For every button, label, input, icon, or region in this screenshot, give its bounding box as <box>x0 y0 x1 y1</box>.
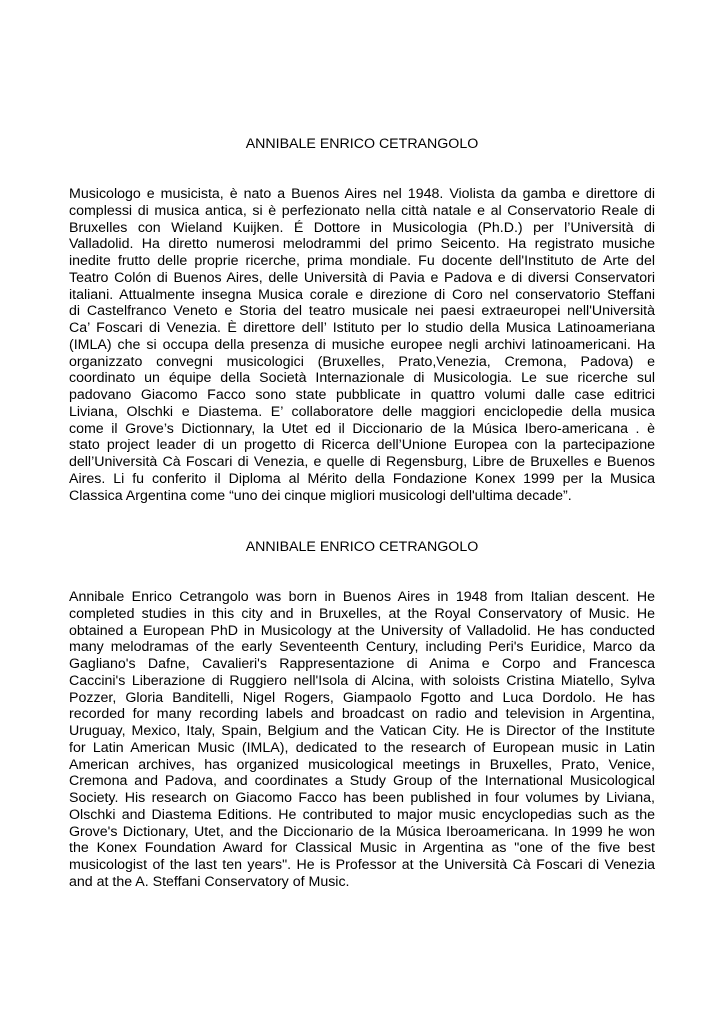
text-line: Olschki and Diastema Editions. He contributed to major music encyclopedias such as the <box>69 806 655 823</box>
text-line: Liviana, Olschki e Diastema. E’ collaboratore delle maggiori enciclopedie della musica <box>69 403 655 420</box>
text-line: di Castelfranco Veneto e Storia del teatro musicale nei paesi extraeuropei nell'Università <box>69 303 655 320</box>
text-line: the Konex Foundation Award for Classical Music in Argentina as "one of the five best <box>69 840 655 857</box>
text-line: Musicologo e musicista, è nato a Buenos Aires nel 1948. Violista da gamba e direttore di <box>69 186 655 202</box>
heading-english: ANNIBALE ENRICO CETRANGOLO <box>245 539 479 555</box>
text-line: Grove's Dictionary, Utet, and the Diccionario de la Música Iberoamericana. In 1999 he won <box>69 823 655 840</box>
text-line: Ca’ Foscari di Venezia. È direttore dell’ Istituto per lo studio della Musica Latinoameriana <box>69 320 655 336</box>
text-line: Aires. Li fu conferito il Diploma al Mérito della Fondazione Konex 1999 per la Musica <box>69 470 655 487</box>
text-line: completed studies in this city and in Bruxelles, at the Royal Conservatory of Music. He <box>69 605 655 622</box>
text-line: Cremona and Padova, and coordinates a Study Group of the International Musicological <box>69 773 655 790</box>
text-line: stato project leader di un progetto di Ricerca dell’Unione Europea con la partecipazione <box>69 437 655 454</box>
text-line: Caccini's Liberazione di Ruggiero nell'Isola di Alcina, with soloists Cristina Miatello, Sylva <box>69 672 655 689</box>
text-line: come il Grove’s Dictionnary, la Utet ed il Diccionario de la Música Ibero-americana . è <box>69 420 655 437</box>
text-line: Teatro Colón di Buenos Aires, delle Università di Pavia e Padova e di diversi Conservatori <box>69 269 655 286</box>
text-line: organizzato convegni musicologici (Bruxelles, Prato,Venezia, Cremona, Padova) e <box>69 353 655 370</box>
text-line: (IMLA) che si occupa della presenza di musiche europee negli archivi latinoamericani. Ha <box>69 336 655 353</box>
text-line: recorded for many recording labels and broadcast on radio and television in Argentina, <box>69 706 655 723</box>
text-line: obtained a European PhD in Musicology at the University of Valladolid. He has conducted <box>69 622 655 639</box>
text-line: dell’Università Cà Foscari di Venezia, e quelle di Regensburg, Libre de Bruxelles e Buenos <box>69 454 655 470</box>
text-line: Annibale Enrico Cetrangolo was born in Buenos Aires in 1948 from Italian descent. He <box>69 589 655 605</box>
text-line: complessi di musica antica, si è perfezionato nella città natale e al Conservatorio Reale di <box>69 202 655 219</box>
text-line: italiani. Attualmente insegna Musica corale e direzione di Coro nel conservatorio Steffani <box>69 286 655 303</box>
text-line: many melodramas of the early Seventeenth Century, including Peri's Euridice, Marco da <box>69 639 655 656</box>
biography-italian <box>69 186 655 504</box>
text-line: inedite frutto delle proprie ricerche, prima mondiale. Fu docente dell'Instituto de Arte del <box>69 253 655 269</box>
text-line: and at the A. Steffani Conservatory of Music. <box>69 873 350 890</box>
text-line: Gagliano's Dafne, Cavalieri's Rappresentazione di Anima e Corpo and Francesca <box>69 656 655 672</box>
text-line: coordinato un équipe della Società Internazionale di Musicologia. Le sue ricerche sul <box>69 370 655 387</box>
text-line: padovano Giacomo Facco sono state pubblicate in quattro volumi dalle case editrici <box>69 387 655 403</box>
text-line: American archives, has organized musicological meetings in Bruxelles, Prato, Venice, <box>69 756 655 773</box>
text-line: Valladolid. Ha diretto numerosi melodrammi del primo Seicento. Ha registrato musiche <box>69 236 655 253</box>
text-line: musicologist of the last ten years". He is Professor at the Università Cà Foscari di Venezia <box>69 857 655 873</box>
text-line: Pozzer, Gloria Banditelli, Nigel Rogers, Giampaolo Fgotto and Luca Dordolo. He has <box>69 689 655 706</box>
text-line: for Latin American Music (IMLA), dedicated to the research of European music in Latin <box>69 739 655 756</box>
heading-italian: ANNIBALE ENRICO CETRANGOLO <box>245 136 479 152</box>
text-line: Uruguay, Mexico, Italy, Spain, Belgium and the Vatican City. He is Director of the Institute <box>69 723 655 739</box>
text-line: Bruxelles con Wieland Kuijken. É Dottore in Musicologia (Ph.D.) per l’Università di <box>69 219 655 236</box>
text-line: Classica Argentina come “uno dei cinque migliori musicologi dell'ultima decade”. <box>69 487 572 504</box>
text-line: Society. His research on Giacomo Facco has been published in four volumes by Liviana, <box>69 790 655 806</box>
biography-english <box>69 589 655 891</box>
